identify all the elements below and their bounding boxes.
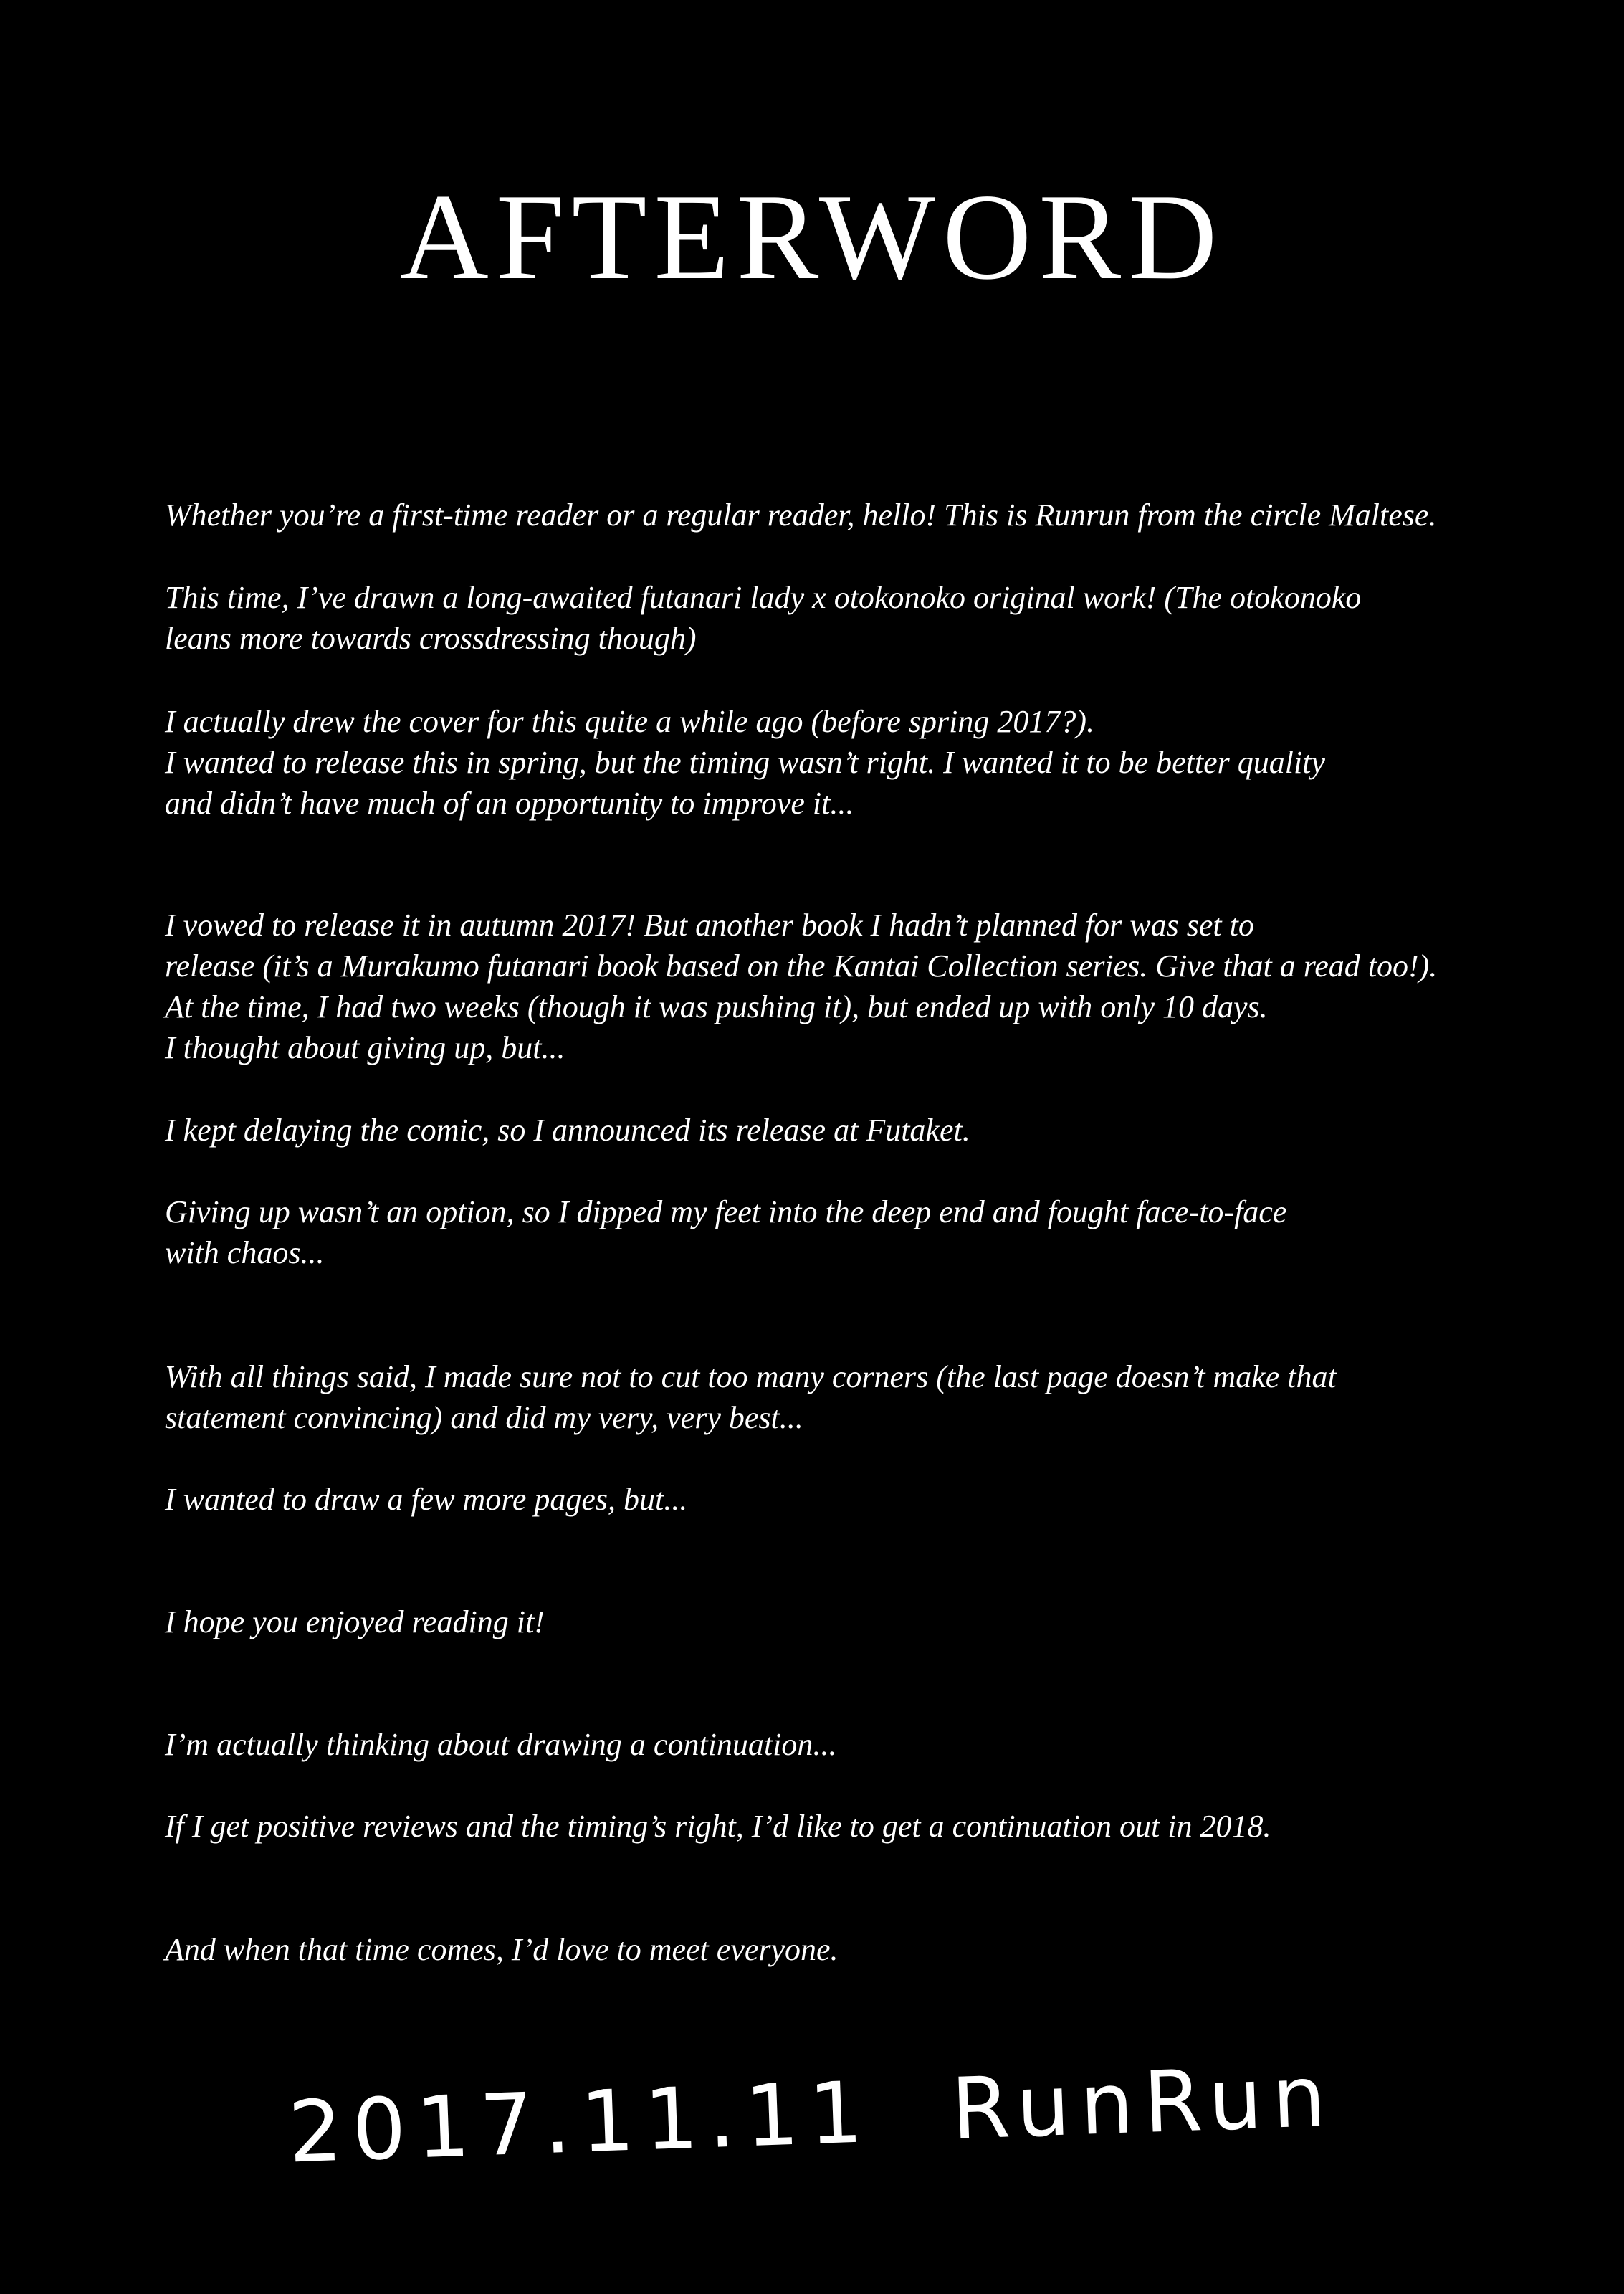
- paragraph-enjoyed: I hope you enjoyed reading it!: [165, 1604, 545, 1639]
- paragraph-more-pages: I wanted to draw a few more pages, but...: [165, 1482, 688, 1517]
- signature-date: 2017.11.11: [286, 2062, 874, 2182]
- paragraph-cover: I actually drew the cover for this quite a while ago (before spring 2017?). I wanted to release this in spring, but the timing wasn’t right. I wanted it to be better quality and didn’t have much of an opportunity to improve it...: [165, 704, 1325, 821]
- signature-name: RunRun: [950, 2046, 1338, 2159]
- paragraph-autumn-release: I vowed to release it in autumn 2017! But another book I hadn’t planned for was set to release (it’s a Murakumo futanari book based on the Kantai Collection series. Give that a read too!). At the time, I had two weeks (though it was pushing it), but ended up with only 10 days. I thought about giving up, but...: [165, 908, 1438, 1065]
- paragraph-original-work: This time, I’ve drawn a long-awaited futanari lady x otokonoko original work! (The otokonoko leans more towards crossdressing though): [165, 580, 1362, 656]
- page-title: AFTERWORD: [399, 169, 1225, 305]
- paragraph-meet-everyone: And when that time comes, I’d love to meet everyone.: [165, 1932, 839, 1967]
- paragraph-futaket: I kept delaying the comic, so I announced its release at Futaket.: [165, 1113, 970, 1148]
- handwritten-signature: [0, 2043, 1624, 2184]
- paragraph-chaos: Giving up wasn’t an option, so I dipped my feet into the deep end and fought face-to-face with chaos...: [165, 1194, 1287, 1270]
- paragraph-corners: With all things said, I made sure not to cut too many corners (the last page doesn’t make that statement convincing) and did my very, very best...: [165, 1359, 1337, 1435]
- paragraph-reviews: If I get positive reviews and the timing’s right, I’d like to get a continuation out in 2018.: [165, 1809, 1271, 1844]
- paragraph-greeting: Whether you’re a first-time reader or a regular reader, hello! This is Runrun from the circle Maltese.: [165, 498, 1437, 533]
- paragraph-continuation: I’m actually thinking about drawing a continuation...: [165, 1727, 837, 1762]
